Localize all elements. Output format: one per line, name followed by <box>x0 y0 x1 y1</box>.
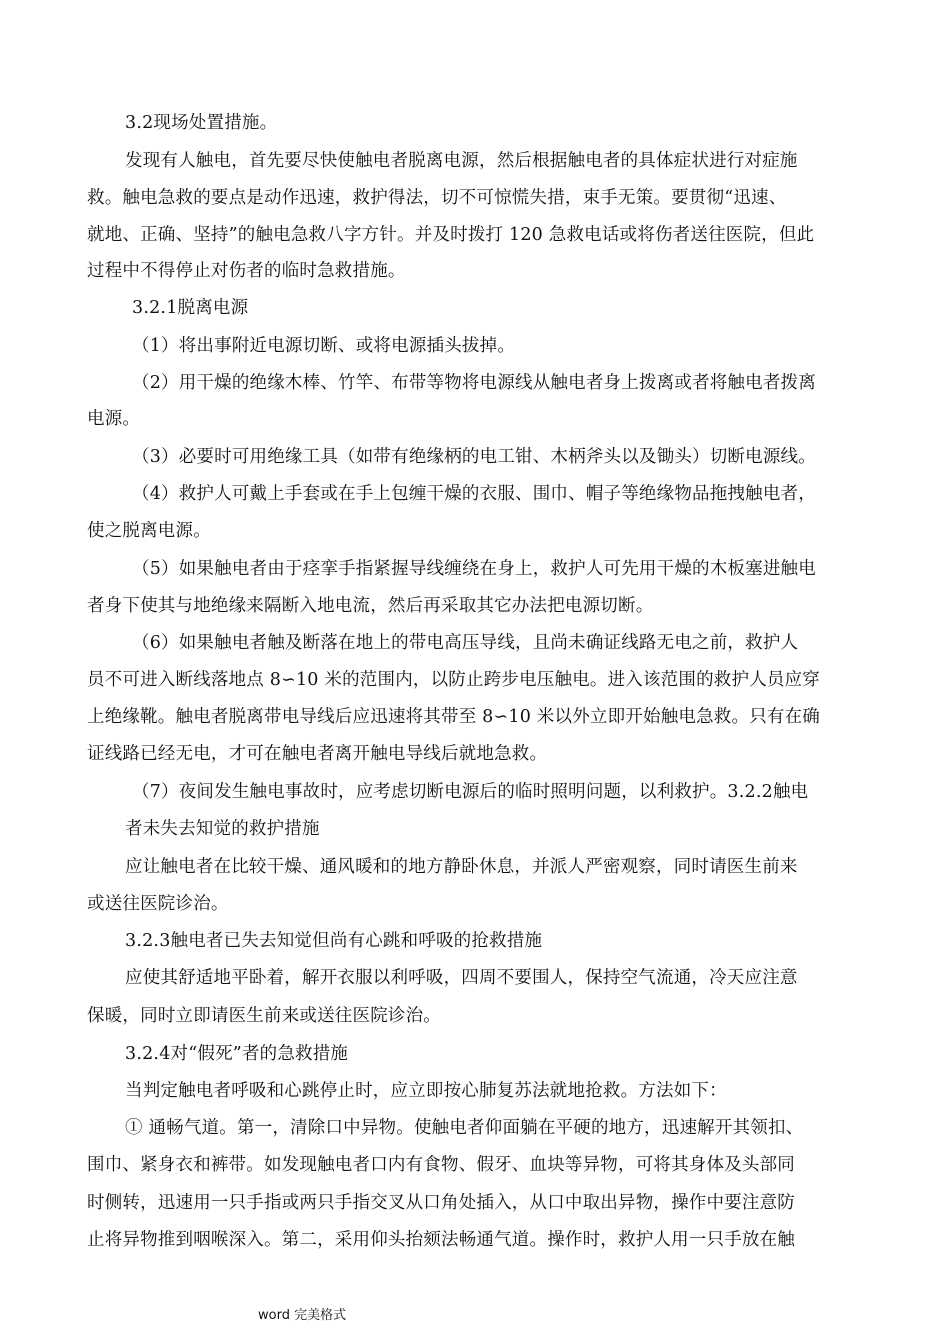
paragraph-line: 员不可进入断线落地点 8∽10 米的范围内，以防止跨步电压触电。进入该范围的救护人员应穿 <box>87 670 820 690</box>
section-heading-3-2-3: 3.2.3触电者已失去知觉但尚有心跳和呼吸的抢救措施 <box>125 931 543 951</box>
paragraph-line: 或送往医院诊治。 <box>87 894 229 914</box>
paragraph-line: 电源。 <box>87 409 141 429</box>
section-heading-3-2-1: 3.2.1脱离电源 <box>132 298 249 318</box>
list-item-3: （3）必要时可用绝缘工具（如带有绝缘柄的电工钳、木柄斧头以及锄头）切断电源线。 <box>132 447 816 467</box>
paragraph-line: 使之脱离电源。 <box>87 521 211 541</box>
list-item-4: （4）救护人可戴上手套或在手上包缠干燥的衣服、围巾、帽子等绝缘物品拖拽触电者， <box>132 484 816 504</box>
paragraph-line: 就地、正确、坚持”的触电急救八字方针。并及时拨打 120 急救电话或将伤者送往医院，但此 <box>87 225 815 245</box>
paragraph-line: 上绝缘靴。触电者脱离带电导线后应迅速将其带至 8∽10 米以外立即开始触电急救。只有在确 <box>87 707 820 727</box>
paragraph-line: 应让触电者在比较干燥、通风暖和的地方静卧休息，并派人严密观察，同时请医生前来 <box>125 857 798 877</box>
list-item-6: （6）如果触电者触及断落在地上的带电高压导线，且尚未确证线路无电之前，救护人 <box>132 633 799 653</box>
paragraph-line: 者身下使其与地绝缘来隔断入地电流，然后再采取其它办法把电源切断。 <box>87 596 654 616</box>
list-item-1: （1）将出事附近电源切断、或将电源插头拔掉。 <box>132 336 516 356</box>
paragraph-line: 时侧转，迅速用一只手指或两只手指交叉从口角处插入，从口中取出异物，操作中要注意防 <box>87 1193 795 1213</box>
page-footer: word 完美格式 <box>258 1308 347 1323</box>
paragraph-line: 应使其舒适地平卧着，解开衣服以利呼吸，四周不要围人，保持空气流通，冷天应注意 <box>125 968 798 988</box>
paragraph-line: 过程中不得停止对伤者的临时急救措施。 <box>87 261 406 281</box>
paragraph-line: 发现有人触电，首先要尽快使触电者脱离电源，然后根据触电者的具体症状进行对症施 <box>125 151 798 171</box>
paragraph-line: 围巾、紧身衣和裤带。如发现触电者口内有食物、假牙、血块等异物，可将其身体及头部同 <box>87 1155 795 1175</box>
paragraph-line: 证线路已经无电，才可在触电者离开触电导线后就地急救。 <box>87 744 548 764</box>
list-item-2: （2）用干燥的绝缘木棒、竹竿、布带等物将电源线从触电者身上拨离或者将触电者拨离 <box>132 373 816 393</box>
section-heading-3-2-2: 者未失去知觉的救护措施 <box>125 819 320 839</box>
paragraph-line: 保暖，同时立即请医生前来或送往医院诊治。 <box>87 1006 441 1026</box>
list-item-7: （7）夜间发生触电事故时，应考虑切断电源后的临时照明问题，以利救护。3.2.2触电 <box>132 782 809 802</box>
paragraph-line: 当判定触电者呼吸和心跳停止时，应立即按心肺复苏法就地抢救。方法如下： <box>125 1081 727 1101</box>
paragraph-line: ① 通畅气道。第一，清除口中异物。使触电者仰面躺在平硬的地方，迅速解开其领扣、 <box>125 1118 804 1138</box>
paragraph-line: 救。触电急救的要点是动作迅速，救护得法，切不可惊慌失措，束手无策。要贯彻“迅速、 <box>87 188 787 208</box>
section-heading-3-2: 3.2现场处置措施。 <box>125 113 278 133</box>
paragraph-line: 止将异物推到咽喉深入。第二，采用仰头抬颏法畅通气道。操作时，救护人用一只手放在触 <box>87 1230 795 1250</box>
section-heading-3-2-4: 3.2.4对“假死”者的急救措施 <box>125 1044 349 1064</box>
list-item-5: （5）如果触电者由于痉挛手指紧握导线缠绕在身上，救护人可先用干燥的木板塞进触电 <box>132 559 816 579</box>
